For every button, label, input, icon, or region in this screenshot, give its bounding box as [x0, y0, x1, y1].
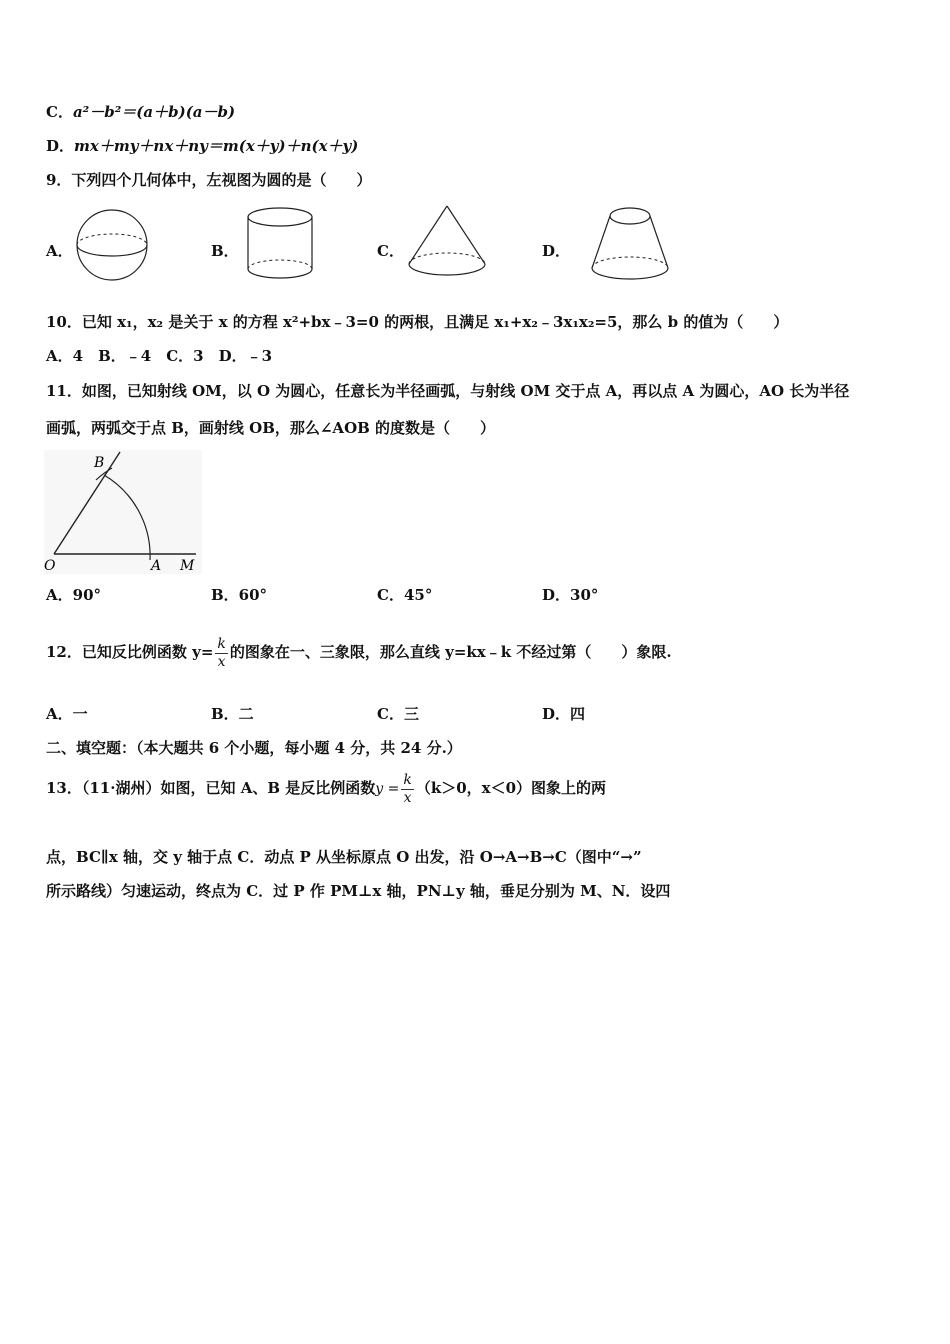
q9-option-b: B．	[211, 242, 239, 260]
angle-construction-figure	[44, 450, 202, 576]
q13-text-pre: 13．（11·湖州）如图，已知 A、B 是反比例函数	[46, 779, 376, 797]
q12-option-a: A．一	[46, 705, 88, 723]
q11-option-b: B．60°	[211, 586, 268, 604]
question-10: 10．已知 x₁，x₂ 是关于 x 的方程 x²+bx﹣3=0 的两根，且满足 x₁+x₂﹣3x₁x₂=5，那么 b 的值为（ ）	[46, 313, 789, 331]
fraction-denominator: x	[217, 653, 226, 670]
q12-option-b: B．二	[211, 705, 254, 723]
q11-option-c: C．45°	[377, 586, 433, 604]
q12-option-c: C．三	[377, 705, 419, 723]
question-13-line-1	[46, 762, 606, 815]
q9-option-a: A．	[46, 242, 73, 260]
cone-icon	[407, 204, 489, 284]
q13-fraction-k-over-x	[401, 772, 413, 807]
question-11-line-2: 画弧，两弧交于点 B，画射线 OB，那么∠AOB 的度数是（ ）	[46, 419, 496, 437]
fraction-numerator: k	[217, 635, 226, 652]
label-b: B	[94, 455, 105, 471]
label-o: O	[44, 558, 56, 574]
fraction-k-over-x	[215, 636, 227, 671]
question-13-line-2: 点，BC∥x 轴，交 y 轴于点 C．动点 P 从坐标原点 O 出发，沿 O→A→B→C（图中“→”	[46, 848, 642, 866]
question-11-line-1: 11．如图，已知射线 OM，以 O 为圆心，任意长为半径画弧，与射线 OM 交于点 A，再以点 A 为圆心，AO 长为半径	[46, 382, 850, 400]
option-c-label: C．	[46, 103, 73, 121]
option-d-formula: mx＋my＋nx＋ny＝m(x＋y)＋n(x＋y)	[74, 137, 359, 155]
q12-text-pre: 12．已知反比例函数 y=	[46, 643, 214, 661]
label-a: A	[151, 558, 162, 574]
option-d-label: D．	[46, 137, 75, 155]
question-13-line-3: 所示路线）匀速运动，终点为 C．过 P 作 PM⊥x 轴，PN⊥y 轴，垂足分别为 M、N．设四	[46, 882, 671, 900]
q13-text-post: （k＞0，x＜0）图象上的两	[415, 779, 607, 797]
q13-fraction-denominator: x	[403, 789, 412, 806]
q12-text-post: 的图象在一、三象限，那么直线 y=kx﹣k 不经过第（ ）象限.	[229, 643, 672, 661]
q13-fraction-numerator: k	[403, 771, 412, 788]
label-m: M	[180, 558, 195, 574]
cylinder-icon	[246, 207, 316, 283]
q9-option-c: C．	[377, 242, 404, 260]
question-12	[46, 626, 672, 678]
question-9: 9．下列四个几何体中，左视图为圆的是（ ）	[46, 171, 372, 189]
q12-option-d: D．四	[542, 705, 586, 723]
q11-option-d: D．30°	[542, 586, 599, 604]
frustum-icon	[590, 206, 672, 284]
q9-option-d: D．	[542, 242, 571, 260]
option-d-line	[46, 136, 358, 156]
q13-y-equals: y =	[375, 781, 400, 797]
sphere-icon	[76, 208, 150, 282]
option-c-formula: a²－b²＝(a＋b)(a－b)	[72, 103, 236, 121]
option-c-line	[46, 102, 235, 122]
section-heading-fill-in: 二、填空题：（本大题共 6 个小题，每小题 4 分，共 24 分.）	[46, 739, 462, 757]
q11-option-a: A．90°	[46, 586, 102, 604]
question-10-options: A．4 B．﹣4 C．3 D．﹣3	[46, 347, 273, 365]
